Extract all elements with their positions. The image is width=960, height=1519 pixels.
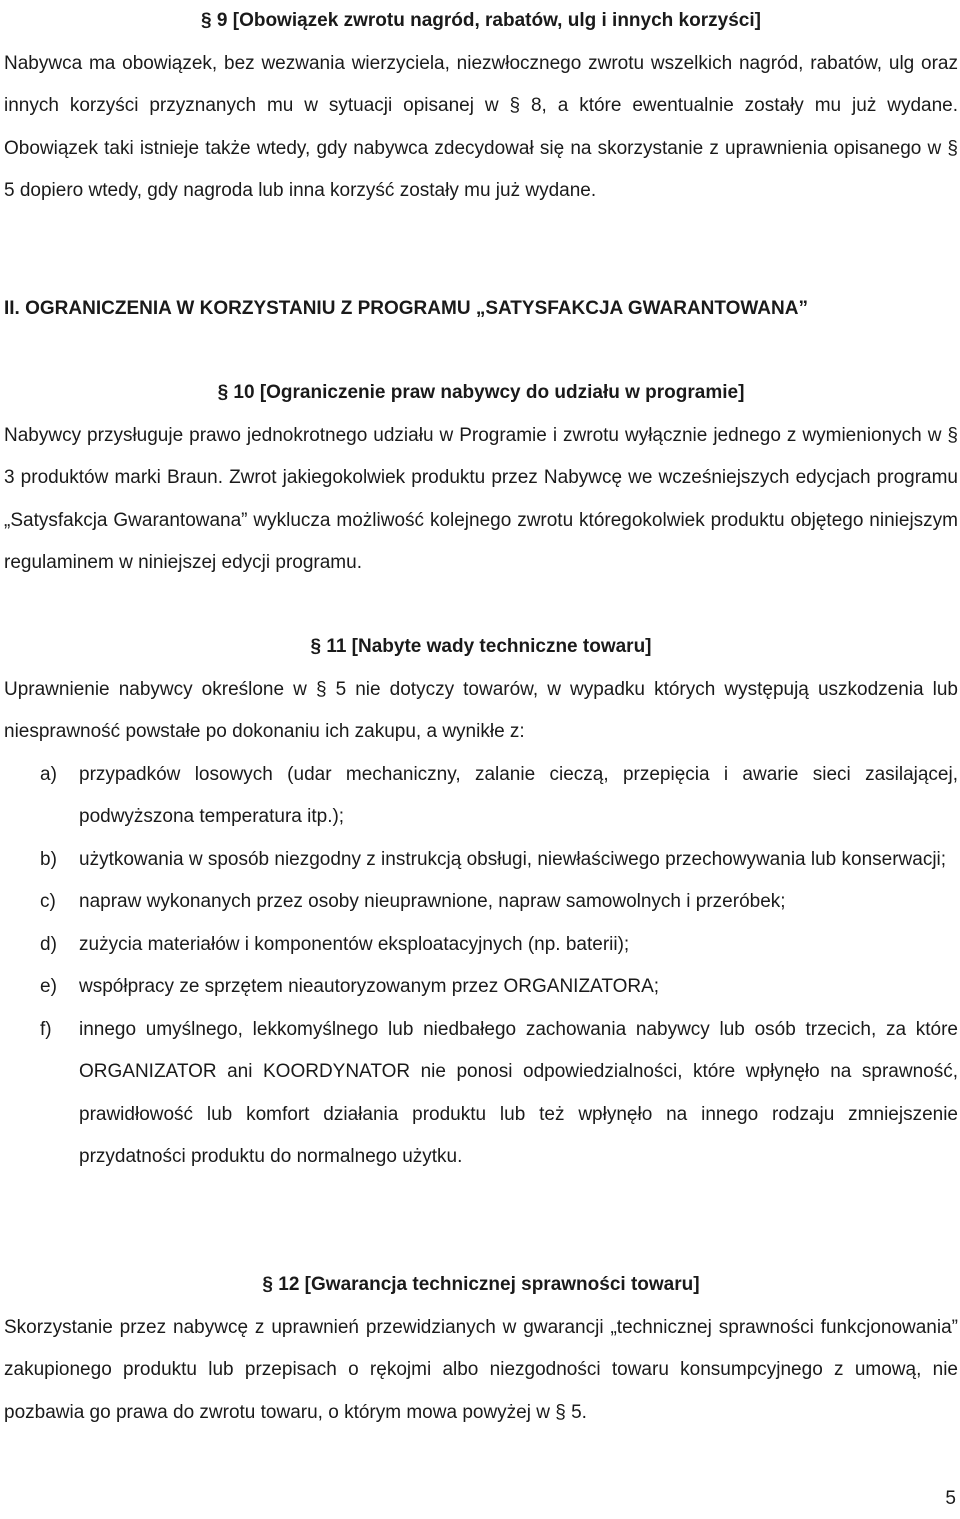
section-9 <box>4 0 958 213</box>
list-item-d <box>4 924 958 967</box>
list-marker: f) <box>40 1018 52 1040</box>
list-item-a <box>4 754 958 839</box>
section-ii <box>4 288 958 331</box>
list-item-c <box>4 881 958 924</box>
list-marker: b) <box>40 848 57 870</box>
section-12 <box>4 1264 958 1434</box>
list-item-f <box>4 1009 958 1179</box>
list-marker: e) <box>40 976 57 997</box>
list-text: zużycia materiałów i komponentów eksploatacyjnych (np. baterii); <box>79 933 630 955</box>
section-11 <box>4 626 958 1179</box>
list-text: przypadków losowych (udar mechaniczny, zalanie cieczą, przepięcia i awarie sieci zasilającej, podwyższona temperatura itp.); <box>79 763 958 827</box>
section-10-heading: § 10 [Ograniczenie praw nabywcy do udziału w programie] <box>217 382 745 403</box>
section-11-list <box>4 754 958 1179</box>
section-9-text: Nabywca ma obowiązek, bez wezwania wierzyciela, niezwłocznego zwrotu wszelkich nagród, rabatów, ulg oraz innych korzyści przyznanych mu w sytuacji opisanej w § 8, a które ewentualnie zostały mu już wydane. Obowiązek taki istnieje także wtedy, gdy nabywca zdecydował się na skorzystanie z uprawnienia opisanego w § 5 dopiero wtedy, gdy nagroda lub inna korzyść zostały mu już wydane. <box>4 52 958 201</box>
section-11-text: Uprawnienie nabywcy określone w § 5 nie dotyczy towarów, w wypadku których występują uszkodzenia lub niesprawność powstałe po dokonaniu ich zakupu, a wynikłe z: <box>4 678 958 742</box>
list-text: użytkowania w sposób niezgodny z instrukcją obsługi, niewłaściwego przechowywania lub konserwacji; <box>79 848 947 870</box>
list-marker: a) <box>40 763 57 785</box>
section-ii-heading: II. OGRANICZENIA W KORZYSTANIU Z PROGRAMU „SATYSFAKCJA GWARANTOWANA” <box>4 298 808 319</box>
page-number: 5 <box>945 1488 956 1509</box>
list-text: współpracy ze sprzętem nieautoryzowanym przez ORGANIZATORA; <box>79 976 660 997</box>
section-10-text: Nabywcy przysługuje prawo jednokrotnego udziału w Programie i zwrotu wyłącznie jednego z wymienionych w § 3 produktów marki Braun. Zwrot jakiegokolwiek produktu przez Nabywcę we wcześniejszych edycjach programu „Satysfakcja Gwarantowana” wyklucza możliwość kolejnego zwrotu któregokolwiek produktu objętego niniejszym regulaminem w niniejszej edycji programu. <box>4 424 958 573</box>
list-marker: c) <box>40 891 56 912</box>
section-10 <box>4 372 958 585</box>
section-11-heading: § 11 [Nabyte wady techniczne towaru] <box>310 636 652 657</box>
list-text: innego umyślnego, lekkomyślnego lub niedbałego zachowania nabywcy lub osób trzecich, za które ORGANIZATOR ani KOORDYNATOR nie ponosi odpowiedzialności, które wpłynęło na sprawność, prawidłowość lub komfort działania produktu lub też wpłynęło na innego rodzaju zmniejszenie przydatności produktu do normalnego użytku. <box>79 1018 958 1167</box>
list-item-e <box>4 966 958 1009</box>
list-marker: d) <box>40 933 57 955</box>
list-text: napraw wykonanych przez osoby nieuprawnione, napraw samowolnych i przeróbek; <box>79 891 786 912</box>
section-9-heading: § 9 [Obowiązek zwrotu nagród, rabatów, ulg i innych korzyści] <box>201 10 761 31</box>
list-item-b <box>4 839 958 882</box>
section-12-heading: § 12 [Gwarancja technicznej sprawności towaru] <box>262 1274 700 1295</box>
section-12-text: Skorzystanie przez nabywcę z uprawnień przewidzianych w gwarancji „technicznej sprawności funkcjonowania” zakupionego produktu lub przepisach o rękojmi albo niezgodności towaru konsumpcyjnego z umową, nie pozbawia go prawa do zwrotu towaru, o którym mowa powyżej w § 5. <box>4 1316 958 1423</box>
